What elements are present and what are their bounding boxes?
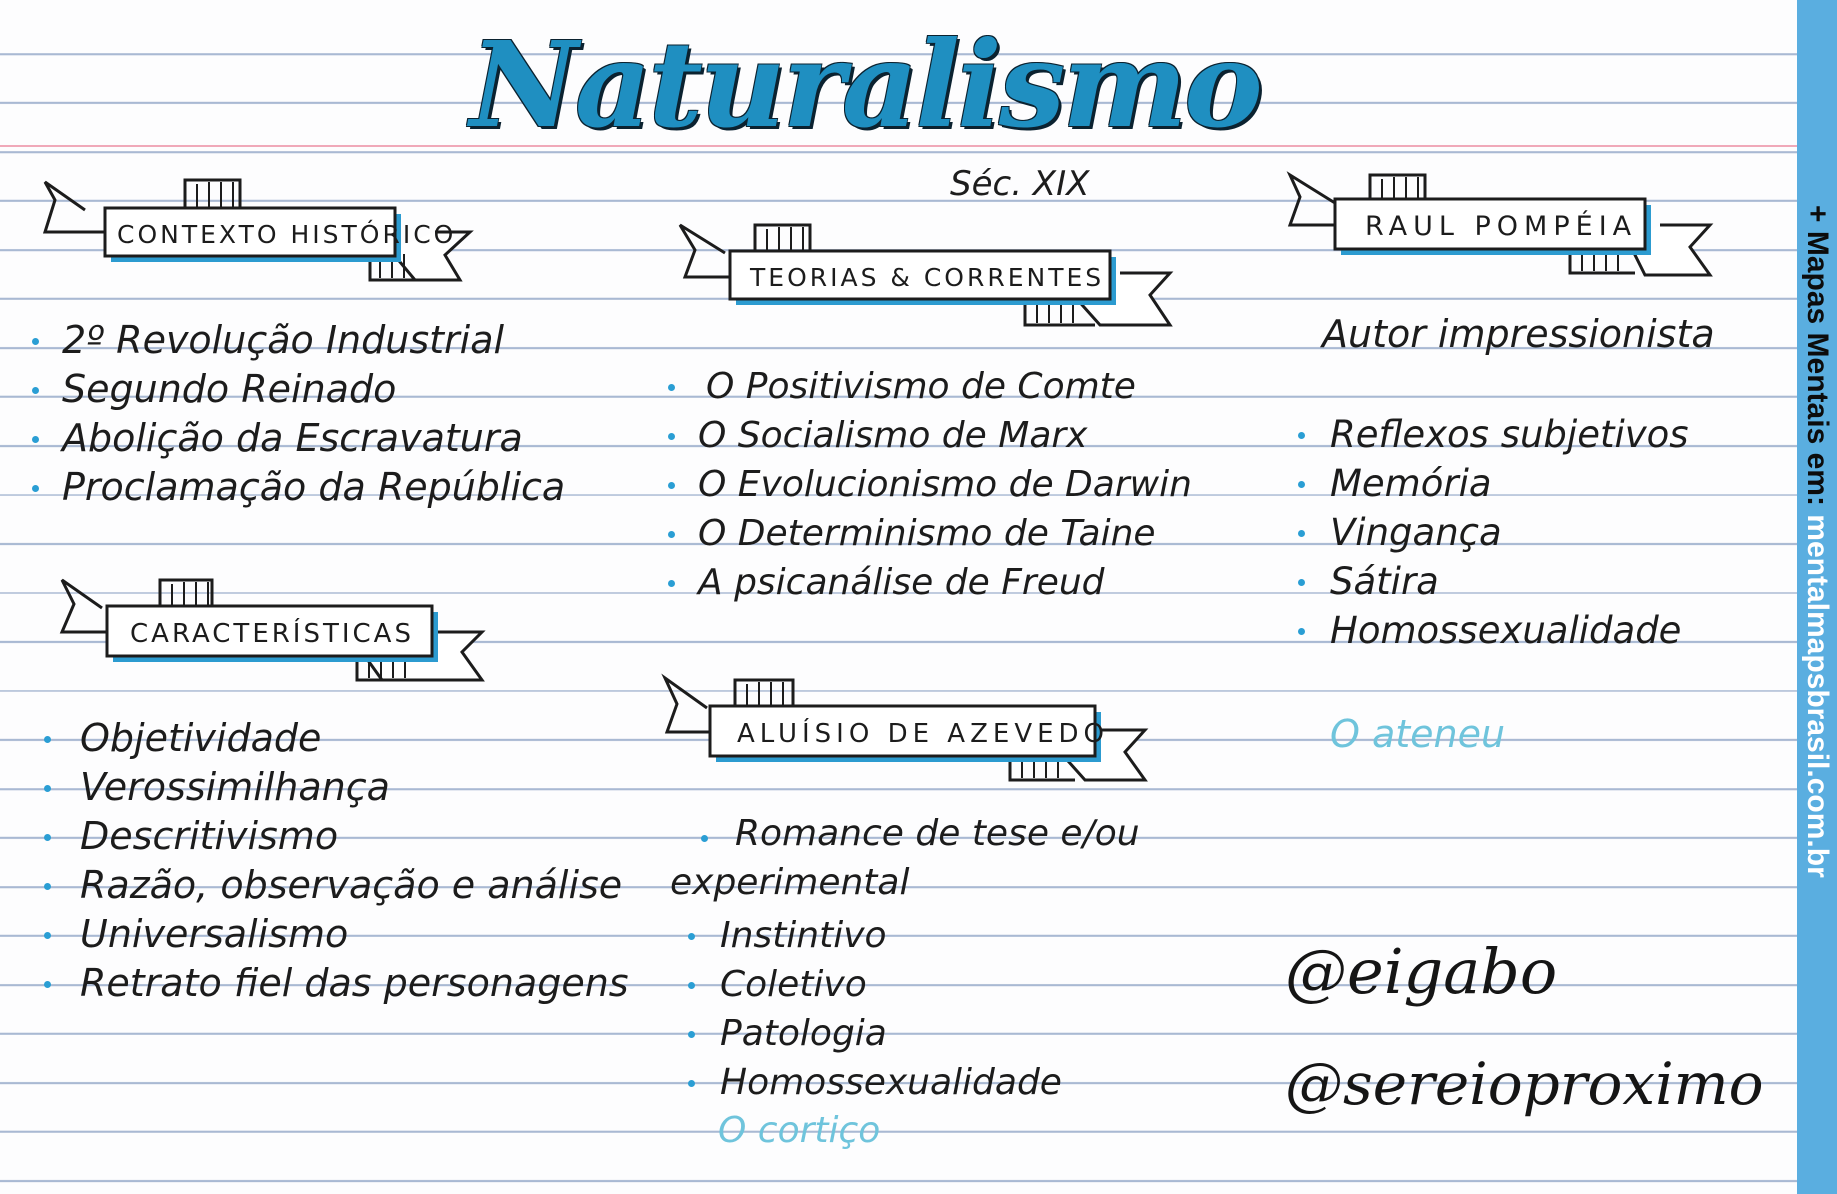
banner-teorias (680, 215, 1170, 335)
banner-label-contexto: CONTEXTO HISTÓRICO (117, 220, 457, 249)
list-item: Sátira (1330, 557, 1689, 606)
list-item: Verossimilhança (80, 763, 629, 812)
list-item: O Positivismo de Comte (698, 362, 1192, 411)
list-item: 2º Revolução Industrial (62, 316, 565, 365)
list-raul (1330, 410, 1689, 655)
bullet-icon (688, 1080, 695, 1087)
list-item: O Determinismo de Taine (698, 509, 1192, 558)
bullet-icon (701, 835, 708, 842)
list-teorias (698, 362, 1192, 607)
bullet-icon (1298, 530, 1305, 537)
bullet-icon (688, 1031, 695, 1038)
list-item: Razão, observação e análise (80, 861, 629, 910)
bullet-icon (44, 834, 51, 841)
aluisio-work: O cortiço (718, 1110, 881, 1151)
bullet-icon (1298, 481, 1305, 488)
list-item: Descritivismo (80, 812, 629, 861)
bullet-icon (688, 982, 695, 989)
bullet-icon (688, 933, 695, 940)
bullet-icon (32, 387, 39, 394)
bullet-icon (668, 580, 675, 587)
banner-label-raul: RAUL POMPÉIA (1365, 211, 1638, 242)
bullet-icon (668, 433, 675, 440)
banner-aluisio (665, 670, 1155, 790)
bullet-icon (668, 384, 675, 391)
raul-intro: Autor impressionista (1322, 312, 1715, 356)
list-caracteristicas (80, 714, 629, 1008)
list-item: O Evolucionismo de Darwin (698, 460, 1192, 509)
side-credit-url[interactable]: mentalmapsbrasil.com.br (1801, 514, 1834, 878)
banner-label-teorias: TEORIAS & CORRENTES (750, 263, 1105, 292)
banner-contexto (45, 170, 485, 290)
list-contexto (62, 316, 565, 512)
side-credit-prefix: + Mapas Mentais em: (1801, 205, 1834, 515)
banner-raul (1290, 165, 1710, 285)
list-item: Universalismo (80, 910, 629, 959)
list-item: Objetividade (80, 714, 629, 763)
list-item: Patologia (720, 1009, 1062, 1058)
list-item: Segundo Reinado (62, 365, 565, 414)
handle-sereioproximo: @sereioproximo (1285, 1050, 1764, 1118)
banner-label-caracteristicas: CARACTERÍSTICAS (130, 619, 414, 649)
list-item: Proclamação da República (62, 463, 565, 512)
bullet-icon (32, 436, 39, 443)
bullet-icon (668, 482, 675, 489)
bullet-icon (44, 785, 51, 792)
list-item: O Socialismo de Marx (698, 411, 1192, 460)
list-item: Instintivo (720, 911, 1062, 960)
aluisio-intro-line1: Romance de tese e/ou (735, 813, 1140, 854)
bullet-icon (668, 531, 675, 538)
banner-caracteristicas (62, 570, 492, 690)
handle-eigabo: @eigabo (1285, 935, 1558, 1008)
bullet-icon (1298, 579, 1305, 586)
list-item: A psicanálise de Freud (698, 558, 1192, 607)
bullet-icon (44, 932, 51, 939)
side-credit (1797, 205, 1837, 878)
aluisio-intro-line2: experimental (670, 862, 910, 903)
bullet-icon (32, 338, 39, 345)
bullet-icon (44, 981, 51, 988)
bullet-icon (32, 485, 39, 492)
list-item: Vingança (1330, 508, 1689, 557)
banner-label-aluisio: ALUÍSIO DE AZEVEDO (737, 719, 1110, 749)
list-item: Retrato fiel das personagens (80, 959, 629, 1008)
bullet-icon (44, 736, 51, 743)
page-subtitle: Séc. XIX (950, 164, 1090, 204)
list-aluisio (720, 911, 1062, 1107)
list-item: Reflexos subjetivos (1330, 410, 1689, 459)
bullet-icon (1298, 628, 1305, 635)
bullet-icon (1298, 432, 1305, 439)
page-title: Naturalismo (470, 15, 1260, 154)
list-item: Coletivo (720, 960, 1062, 1009)
list-item: Homossexualidade (1330, 606, 1689, 655)
bullet-icon (44, 883, 51, 890)
list-item: Homossexualidade (720, 1058, 1062, 1107)
raul-work: O ateneu (1330, 712, 1506, 756)
list-item: Abolição da Escravatura (62, 414, 565, 463)
list-item: Memória (1330, 459, 1689, 508)
